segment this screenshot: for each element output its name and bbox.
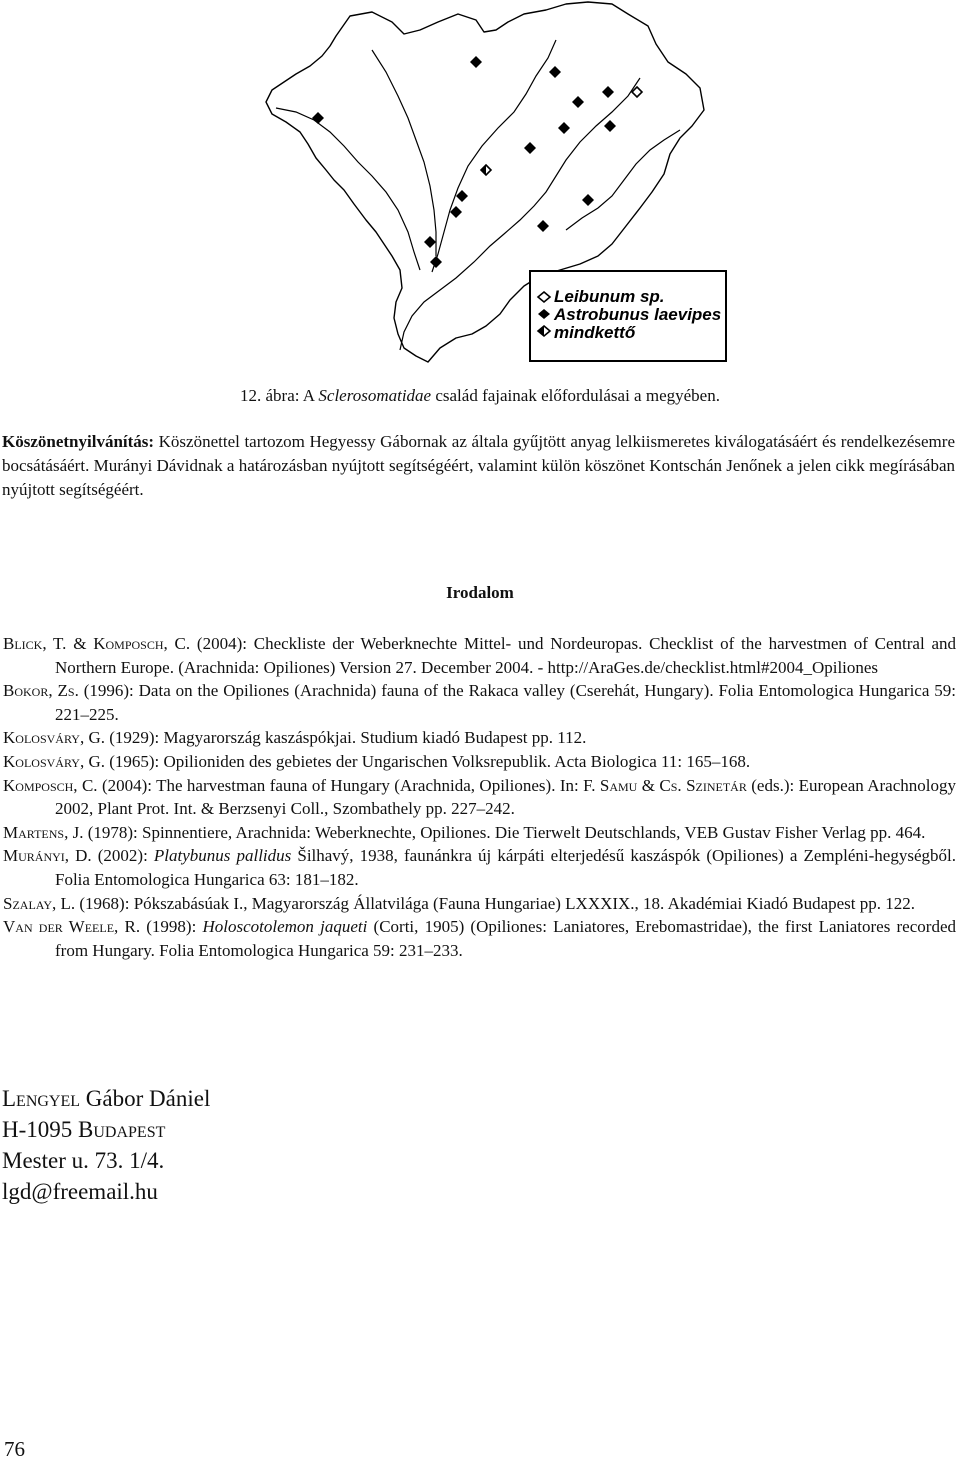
references-heading: Irodalom — [446, 583, 514, 602]
reference-author: Szinetár — [686, 775, 747, 795]
river-secondary — [432, 40, 556, 272]
reference-text: , G. (1929): Magyarország kaszáspókjai. Studium kiadó Budapest pp. 112. — [79, 728, 587, 748]
reference-text: . (1996): Data on the Opiliones (Arachnida) fauna of the Rakaca valley (Cserehát, Hungary). Folia Entomologica Hungarica 59: 221–225. — [55, 681, 956, 724]
reference-author: Bokor — [3, 681, 49, 701]
figure-caption — [0, 385, 960, 407]
reference-author: Kolosváry — [3, 728, 80, 748]
filled-diamond-icon — [572, 96, 584, 108]
half-diamond-icon — [481, 165, 491, 175]
reference-text: , G. (1965): Opilioniden des gebietes der Ungarischen Volksrepublik. Acta Biologica 11: 165–168. — [79, 751, 751, 771]
reference-author: Komposch — [93, 634, 164, 653]
reference-item — [3, 632, 956, 679]
filled-diamond-icon — [430, 256, 442, 268]
reference-text: . — [677, 775, 687, 795]
reference-author: Van der Weele — [3, 917, 115, 937]
filled-diamond-icon — [312, 112, 324, 124]
reference-author: Zs — [57, 681, 75, 701]
reference-text: & — [637, 775, 660, 795]
reference-author: Blick — [3, 634, 43, 653]
legend-item-both: mindkettő — [554, 323, 636, 342]
reference-item — [3, 915, 956, 962]
reference-item — [3, 726, 956, 750]
reference-author: Kolosváry — [3, 751, 80, 771]
river-sajo — [372, 50, 436, 256]
author-email[interactable]: lgd@freemail.hu — [2, 1179, 158, 1204]
filled-diamond-icon — [549, 66, 561, 78]
author-name — [2, 1083, 210, 1114]
reference-item — [3, 821, 956, 845]
map-legend — [530, 271, 726, 361]
river-bodrog — [566, 130, 680, 230]
reference-author: Komposch — [3, 775, 74, 795]
reference-taxon: Platybunus pallidus — [153, 846, 292, 866]
reference-text: Šilhavý, 1938, faunánkra új kárpáti elterjedésű kaszáspók (Opiliones) a Zempléni-hegységből. Folia Entomologica Hungarica 63: 181–182. — [55, 846, 956, 889]
reference-author: Szalay — [3, 893, 53, 913]
filled-diamond-icon — [450, 206, 462, 218]
caption-suffix: család fajainak előfordulásai a megyében. — [431, 386, 720, 405]
reference-text: , C. (2004): The harvestman fauna of Hungary (Arachnida, Opiliones). In: F. — [73, 775, 600, 795]
acknowledgement-label: Köszönetnyilvánítás: — [2, 432, 155, 451]
reference-author: Murányi — [3, 846, 65, 866]
author-city: Budapest — [78, 1117, 166, 1142]
reference-author: Cs — [659, 775, 678, 795]
distribution-map — [0, 0, 960, 370]
author-given-name: Gábor Dániel — [80, 1086, 211, 1111]
reference-text: , L. (1968): Pókszabásúak I., Magyarország Állatvilága (Fauna Hungariae) LXXXIX., 18. Akadémiai Kiadó Budapest pp. 122. — [52, 893, 916, 913]
author-surname: Lengyel — [2, 1086, 81, 1111]
reference-author: Martens — [3, 822, 65, 842]
reference-text: , T. & — [42, 634, 94, 653]
reference-text: , D. (2002): — [64, 846, 154, 866]
reference-text: , J. (1978): Spinnentiere, Arachnida: Weberknechte, Opiliones. Die Tierwelt Deutschlands, VEB Gustav Fisher Verlag pp. 464. — [64, 822, 926, 842]
filled-diamond-icon — [582, 194, 594, 206]
author-city-line — [2, 1114, 210, 1145]
river-western — [276, 108, 420, 270]
reference-item — [3, 892, 956, 916]
page-number: 76 — [4, 1437, 25, 1461]
author-street: Mester u. 73. 1/4. — [2, 1148, 165, 1173]
filled-diamond-icon — [604, 120, 616, 132]
filled-diamond-icon — [524, 142, 536, 154]
reference-text: (eds.): European Arachnology 2002, Plant Prot. Int. & Berzsenyi Coll., Szombathely pp. 227–242. — [55, 775, 956, 819]
acknowledgement-text: Köszönettel tartozom Hegyessy Gábornak az általa gyűjtött anyag lelkiismeretes kiválogatásáért és rendelkezésemre bocsátásáért. Murányi Dávidnak a határozásban nyújtott segítségéért, valamint külön köszönet Kontschán Jenőnek a jelen cikk megírásában nyújtott segítségéért. — [2, 432, 955, 499]
author-postcode: H-1095 — [2, 1117, 79, 1142]
reference-author: Samu — [599, 775, 638, 795]
reference-text: , C. (2004): Checkliste der Weberknechte Mittel- und Nordeuropas. Checklist of the harvestmen of Central and Northern Europe. (Arachnida: Opiliones) Version 27. December 2004. - http://AraGes.de/checklist.html#2004_Opiliones — [55, 634, 957, 677]
filled-diamond-icon — [602, 86, 614, 98]
reference-item — [3, 774, 956, 821]
acknowledgement-paragraph — [2, 430, 955, 502]
caption-prefix: 12. ábra: A — [240, 386, 319, 405]
reference-list — [3, 632, 956, 962]
filled-diamond-icon — [558, 122, 570, 134]
reference-item — [3, 844, 956, 891]
filled-diamond-icon — [537, 220, 549, 232]
reference-taxon: Holoscotolemon jaqueti — [202, 917, 368, 937]
caption-taxon: Sclerosomatidae — [318, 386, 432, 405]
reference-text: , R. (1998): — [114, 917, 203, 937]
legend-item-astrobunus: Astrobunus laevipes — [554, 305, 722, 324]
filled-diamond-icon — [470, 56, 482, 68]
reference-item — [3, 679, 956, 726]
reference-text: , — [48, 681, 58, 701]
reference-item — [3, 750, 956, 774]
filled-diamond-icon — [424, 236, 436, 248]
author-address — [2, 1083, 210, 1207]
legend-item-leibunum: Leibunum sp. — [554, 287, 665, 306]
filled-diamond-icon — [456, 190, 468, 202]
reference-text: (Corti, 1905) (Opiliones: Laniatores, Erebomastridae), the first Laniatores recorded from Hungary. Folia Entomologica Hungarica 59: 231–233. — [55, 917, 956, 960]
